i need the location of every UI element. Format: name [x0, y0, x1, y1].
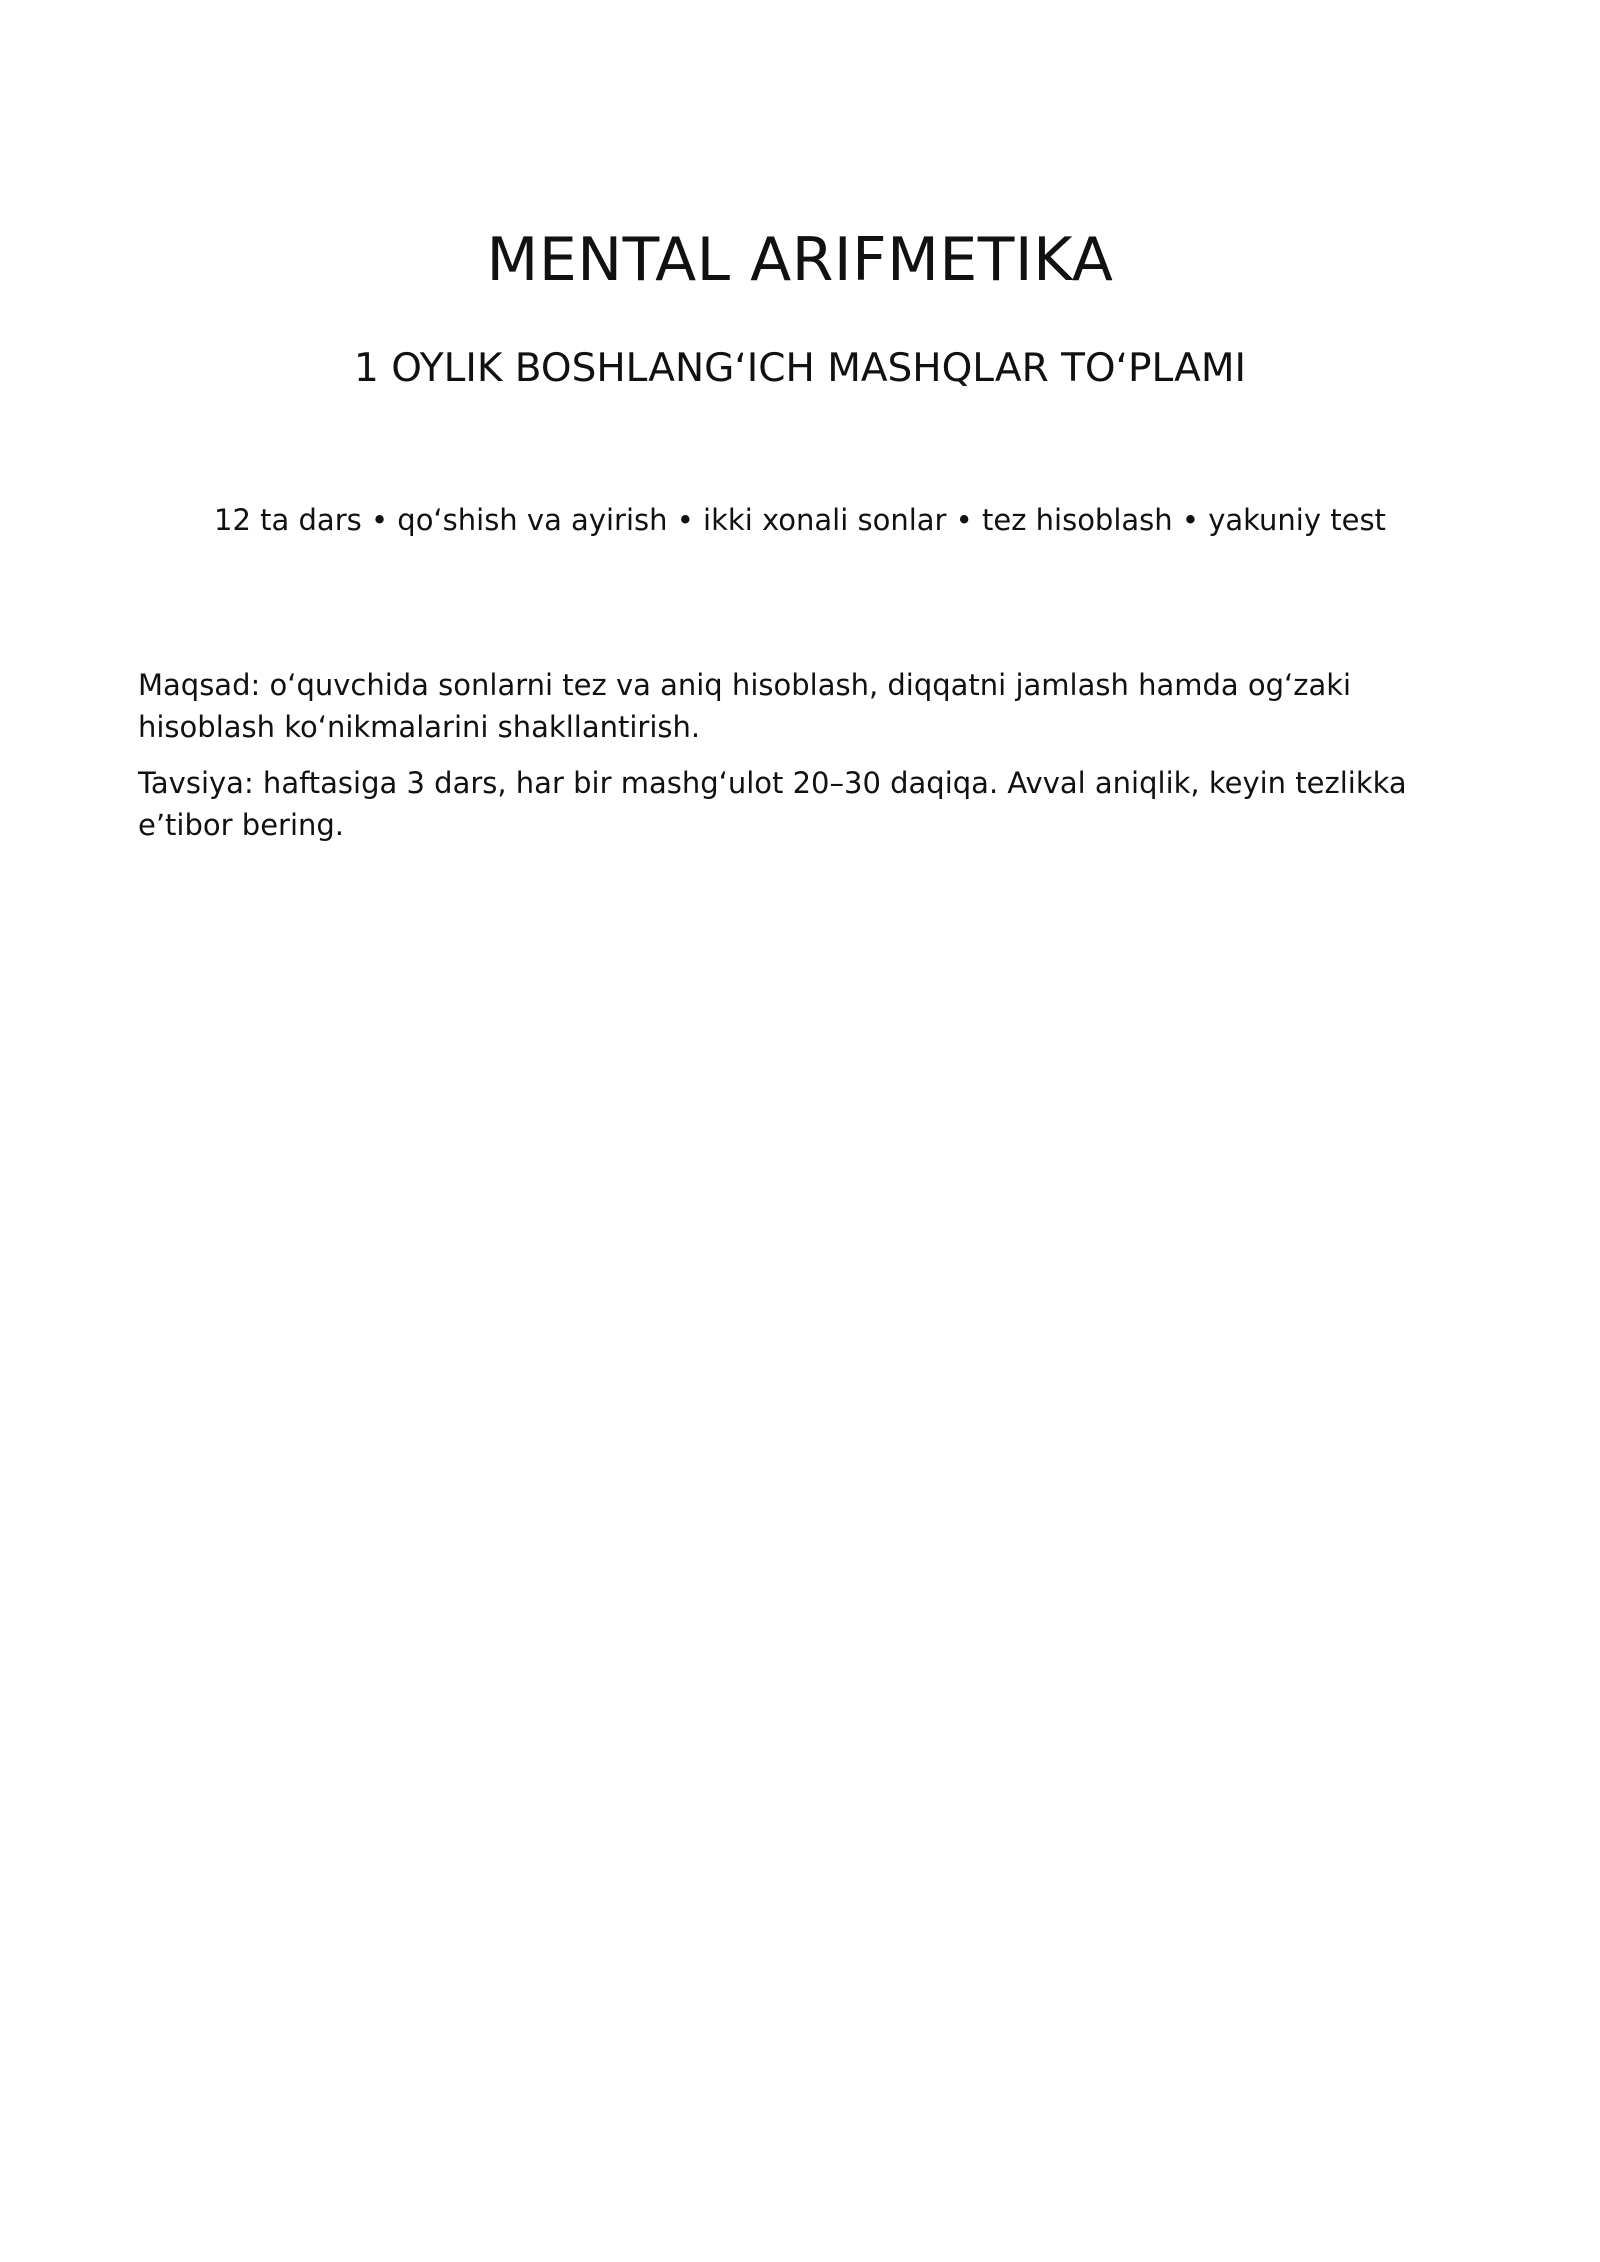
goal-paragraph: Maqsad: o‘quvchida sonlarni tez va aniq hisoblash, diqqatni jamlash hamda og‘zaki hisoblash ko‘nikmalarini shakllantirish.: [138, 668, 1352, 744]
document-subtitle: 1 OYLIK BOSHLANG‘ICH MASHQLAR TO‘PLAMI: [354, 346, 1246, 391]
course-summary: 12 ta dars • qo‘shish va ayirish • ikki xonali sonlar • tez hisoblash • yakuniy test: [214, 503, 1386, 537]
document-title: MENTAL ARIFMETIKA: [486, 225, 1114, 295]
recommendation-paragraph: Tavsiya: haftasiga 3 dars, har bir mashg‘ulot 20–30 daqiqa. Avval aniqlik, keyin tezlikka e’tibor bering.: [138, 766, 1407, 842]
